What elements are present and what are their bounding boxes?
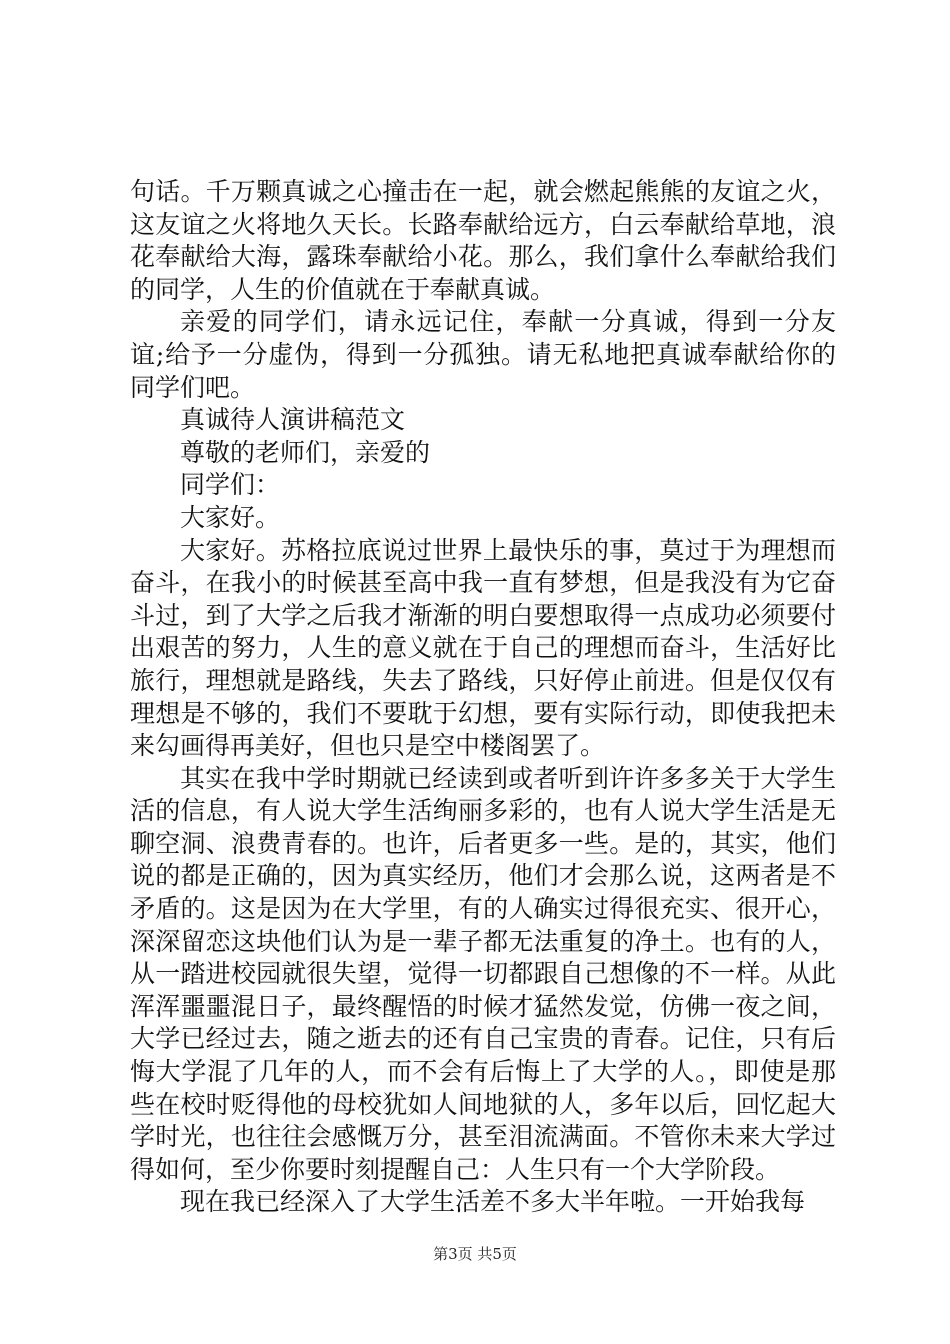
paragraph-sincerity-closing: 亲爱的同学们，请永远记住，奉献一分真诚，得到一分友谊;给予一分虚伪，得到一分孤独。请无私地把真诚奉献给你的同学们吧。 <box>130 307 836 402</box>
document-body <box>130 176 836 1219</box>
greeting: 大家好。 <box>180 502 281 532</box>
salutation-teachers: 尊敬的老师们，亲爱的 <box>180 437 431 467</box>
speech-title: 真诚待人演讲稿范文 <box>180 405 406 435</box>
paragraph-current-life: 现在我已经深入了大学生活差不多大半年啦。一开始我每 <box>180 1187 806 1217</box>
salutation-students: 同学们： <box>180 470 281 500</box>
page-number-footer: 第3页 共5页 <box>433 1245 517 1263</box>
paragraph-college-life: 其实在我中学时期就已经读到或者听到许许多多关于大学生活的信息，有人说大学生活绚丽多彩的，也有人说大学生活是无聊空洞、浪费青春的。也许，后者更多一些。是的，其实，他们说的都是正确的，因为真实经历，他们才会那么说，这两者是不矛盾的。这是因为在大学里，有的人确实过得很充实、很开心，深深留恋这块他们认为是一辈子都无法重复的净土。也有的人，从一踏进校园就很失望，觉得一切都跟自己想像的不一样。从此浑浑噩噩混日子，最终醒悟的时候才猛然发觉，仿佛一夜之间，大学已经过去，随之逝去的还有自己宝贵的青春。记住，只有后悔大学混了几年的人，而不会有后悔上了大学的人。，即使是那些在校时贬得他的母校犹如人间地狱的人，多年以后，回忆起大学时光，也往往会感慨万分，甚至泪流满面。不管你未来大学过得如何，至少你要时刻提醒自己：人生只有一个大学阶段。 <box>130 763 836 1184</box>
paragraph-continuation: 句话。千万颗真诚之心撞击在一起，就会燃起熊熊的友谊之火，这友谊之火将地久天长。长路奉献给远方，白云奉献给草地，浪花奉献给大海，露珠奉献给小花。那么，我们拿什么奉献给我们的同学，人生的价值就在于奉献真诚。 <box>130 177 836 304</box>
paragraph-ideals: 大家好。苏格拉底说过世界上最快乐的事，莫过于为理想而奋斗，在我小的时候甚至高中我一直有梦想，但是我没有为它奋斗过，到了大学之后我才渐渐的明白要想取得一点成功必须要付出艰苦的努力，人生的意义就在于自己的理想而奋斗，生活好比旅行，理想就是路线，失去了路线，只好停止前进。但是仅仅有理想是不够的，我们不要耽于幻想，要有实际行动，即使我把未来勾画得再美好，但也只是空中楼阁罢了。 <box>130 535 836 761</box>
